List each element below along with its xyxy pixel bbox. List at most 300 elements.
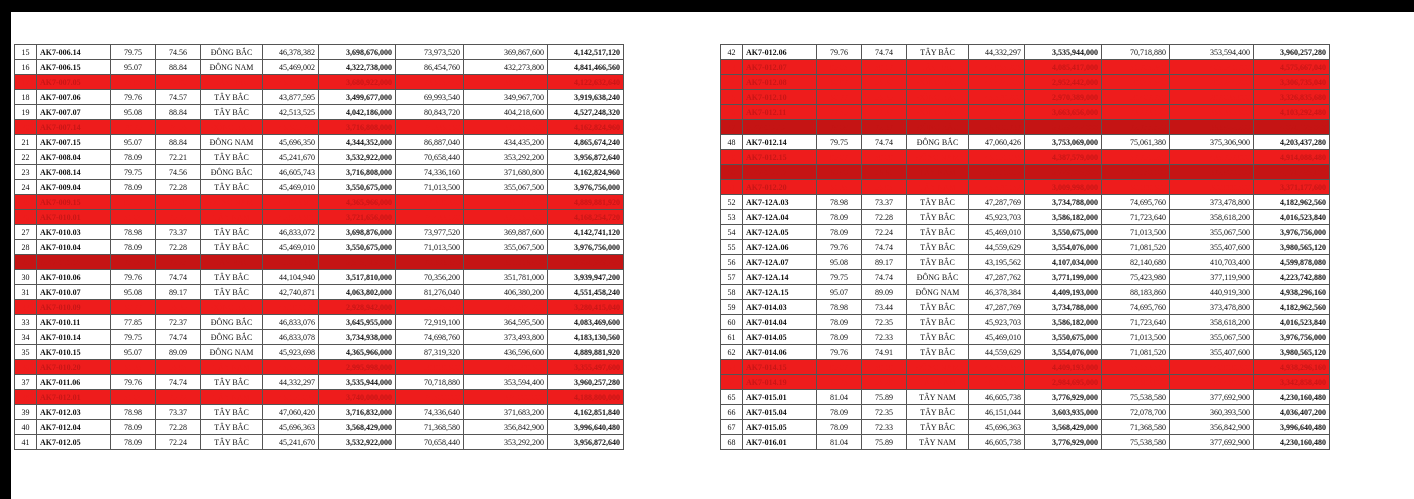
table-row [721,135,1330,150]
table-row [15,285,624,300]
total-price-cell: 3,280,415,040 [548,300,624,315]
area-net-cell: 89.09 [862,150,907,165]
table-row [15,165,624,180]
unit-code-cell: AK7-012.03 [37,405,111,420]
maintenance-fee-cell: 59,407,780 [1102,90,1170,105]
total-price-cell: 4,914,088,480 [1254,150,1330,165]
unit-price-cell: 44,332,297 [969,45,1025,60]
area-gross-cell: 78.09 [111,150,156,165]
maintenance-fee-cell: 80,843,720 [396,105,464,120]
area-gross-cell: 78.98 [817,195,862,210]
direction-cell: TÂY NAM [201,210,263,225]
row-number-cell: 65 [721,390,743,405]
vat-amount-cell: 404,218,600 [464,105,548,120]
total-price-cell: 4,162,851,840 [548,405,624,420]
unit-code-cell: AK7-014.19 [743,375,817,390]
area-net-cell: 89.09 [156,195,201,210]
base-price-cell: 4,387,579,000 [1025,150,1102,165]
base-price-cell: 4,409,193,000 [1025,360,1102,375]
area-net-cell: 75.89 [862,435,907,450]
vat-amount-cell: 432,273,800 [464,60,548,75]
unit-price-cell: 46,605,737 [969,120,1025,135]
maintenance-fee-cell: 74,800,000 [396,390,464,405]
total-price-cell: 4,527,248,320 [548,105,624,120]
base-price-cell: 4,409,193,000 [1025,285,1102,300]
row-number-cell: 58 [721,285,743,300]
total-price-cell: 3,976,756,000 [548,180,624,195]
area-gross-cell: 77.85 [817,105,862,120]
base-price-cell: 3,639,442,000 [1025,120,1102,135]
area-net-cell: 72.37 [862,120,907,135]
maintenance-fee-cell: 71,723,640 [1102,315,1170,330]
row-number-cell: 47 [721,120,743,135]
vat-amount-cell: 355,067,500 [1170,330,1254,345]
unit-code-cell: AK7-12A.06 [743,240,817,255]
unit-price-cell: 46,151,036 [969,150,1025,165]
area-gross-cell: 95.07 [817,360,862,375]
table-row [721,420,1330,435]
row-number-cell: 39 [15,405,37,420]
direction-cell: TÂY BẮC [201,435,263,450]
area-gross-cell: 79.76 [817,45,862,60]
row-number-cell: 49 [721,150,743,165]
area-net-cell: 72.28 [156,180,201,195]
area-gross-cell: 79.76 [111,270,156,285]
total-price-cell: 4,230,160,480 [1254,390,1330,405]
direction-cell: TÂY BẮC [907,195,969,210]
area-gross-cell: 95.07 [111,195,156,210]
base-price-cell: 2,970,389,000 [1025,90,1102,105]
maintenance-fee-cell: 70,303,380 [396,255,464,270]
vat-amount-cell: 297,038,900 [1170,90,1254,105]
base-price-cell: 4,085,417,000 [1025,60,1102,75]
unit-price-cell: 46,605,743 [263,165,319,180]
area-net-cell: 72.37 [862,105,907,120]
direction-cell: TÂY BẮC [201,105,263,120]
maintenance-fee-cell: 73,973,520 [396,45,464,60]
table-row [721,90,1330,105]
direction-cell: TÂY BẮC [907,210,969,225]
area-gross-cell: 79.76 [111,90,156,105]
direction-cell: TÂY BẮC [907,225,969,240]
base-price-cell: 3,698,876,000 [319,225,396,240]
table-row [15,105,624,120]
base-price-cell: 3,535,944,000 [1025,45,1102,60]
area-gross-cell: 60.77 [111,300,156,315]
direction-cell: TÂY NAM [201,360,263,375]
total-price-cell: 3,980,565,120 [1254,240,1330,255]
unit-code-cell: AK7-12A.14 [743,270,817,285]
area-net-cell: 74.74 [156,375,201,390]
total-price-cell: 4,599,878,080 [1254,255,1330,270]
area-net-cell: 75.72 [156,210,201,225]
vat-amount-cell: 374,000,000 [464,390,548,405]
total-price-cell: 4,841,466,560 [548,60,624,75]
table-row [15,45,624,60]
maintenance-fee-cell: 70,718,880 [1102,45,1170,60]
table-row [15,255,624,270]
unit-code-cell: AK7-015.01 [743,390,817,405]
area-net-cell: 74.91 [862,345,907,360]
row-number-cell: 25 [15,195,37,210]
direction-cell: TÂY BẮC [201,375,263,390]
area-gross-cell: 78.09 [817,330,862,345]
area-gross-cell: 79.76 [817,345,862,360]
vat-amount-cell: 438,757,900 [1170,150,1254,165]
unit-price-cell: 46,833,072 [263,225,319,240]
area-net-cell: 72.28 [156,420,201,435]
row-number-cell: 57 [721,270,743,285]
total-price-cell: 3,976,756,000 [1254,330,1330,345]
maintenance-fee-cell: 87,319,320 [396,345,464,360]
vat-amount-cell: 436,596,600 [464,195,548,210]
base-price-cell: 3,550,675,000 [319,240,396,255]
direction-cell: TÂY BẮC [201,285,263,300]
row-number-cell: 31 [15,285,37,300]
total-price-cell: 4,575,667,040 [1254,60,1330,75]
maintenance-fee-cell: 71,081,520 [1102,345,1170,360]
unit-code-cell: AK7-007.15 [37,135,111,150]
table-row [721,390,1330,405]
vat-amount-cell: 355,067,500 [1170,225,1254,240]
unit-code-cell: AK7-008.14 [37,165,111,180]
direction-cell: TÂY BẮC [907,420,969,435]
unit-code-cell: AK7-007.06 [37,90,111,105]
vat-amount-cell: 369,867,600 [464,45,548,60]
vat-amount-cell: 377,692,900 [1170,435,1254,450]
area-gross-cell: 95.08 [111,105,156,120]
area-net-cell: 75.89 [862,390,907,405]
unit-price-cell: 44,559,629 [969,240,1025,255]
table-row [15,300,624,315]
total-price-cell: 4,162,824,960 [548,120,624,135]
maintenance-fee-cell: 75,538,580 [1102,435,1170,450]
direction-cell: TÂY BẮC [907,60,969,75]
total-price-cell: 4,083,469,600 [548,315,624,330]
maintenance-fee-cell: 73,977,520 [396,225,464,240]
row-number-cell: 30 [15,270,37,285]
direction-cell: TÂY BẮC [201,150,263,165]
unit-code-cell: AK7-011.06 [37,375,111,390]
row-number-cell: 37 [15,375,37,390]
table-row [721,255,1330,270]
vat-amount-cell: 373,478,800 [1170,300,1254,315]
direction-cell: ĐÔNG NAM [907,285,969,300]
unit-price-cell: 47,060,420 [263,405,319,420]
area-net-cell: 72.90 [156,75,201,90]
table-row [721,75,1330,90]
table-row [721,285,1330,300]
total-price-cell: 3,919,638,240 [548,90,624,105]
vat-amount-cell: 353,292,200 [464,435,548,450]
vat-amount-cell: 364,595,500 [464,315,548,330]
area-gross-cell: 79.09 [817,120,862,135]
table-row [15,90,624,105]
maintenance-fee-cell: 75,423,980 [1102,270,1170,285]
table-row [721,120,1330,135]
row-number-cell: 26 [15,210,37,225]
total-price-cell: 4,036,407,200 [1254,405,1330,420]
base-price-cell: 3,554,076,000 [1025,240,1102,255]
table-row [721,180,1330,195]
base-price-cell: 3,515,169,000 [319,255,396,270]
direction-cell: ĐÔNG NAM [201,60,263,75]
unit-price-cell: 45,696,350 [263,135,319,150]
unit-price-cell: 46,151,037 [263,390,319,405]
unit-code-cell: AK7-012.05 [37,435,111,450]
total-price-cell: 3,936,989,280 [548,255,624,270]
total-price-cell: 4,162,824,960 [548,165,624,180]
table-row [15,330,624,345]
base-price-cell: 3,776,929,000 [1025,435,1102,450]
area-net-cell: 74.56 [156,120,201,135]
unit-price-cell: 48,197,170 [263,300,319,315]
direction-cell: TÂY NAM [907,180,969,195]
table-row [15,135,624,150]
maintenance-fee-cell: 70,658,440 [396,150,464,165]
total-price-cell: 3,306,735,040 [1254,75,1330,90]
row-number-cell: 67 [721,420,743,435]
total-price-cell: 3,996,640,480 [1254,420,1330,435]
maintenance-fee-cell: 72,919,100 [396,315,464,330]
unit-code-cell: AK7-009.04 [37,180,111,195]
maintenance-fee-cell: 81,276,040 [396,285,464,300]
area-net-cell: 72.35 [862,315,907,330]
table-row [721,330,1330,345]
maintenance-fee-cell: 74,698,760 [396,330,464,345]
area-gross-cell: 78.09 [817,405,862,420]
unit-code-cell: AK7-006.15 [37,60,111,75]
total-price-cell: 3,996,640,480 [548,420,624,435]
maintenance-fee-cell: 75,538,580 [1102,390,1170,405]
area-net-cell: 74.57 [156,90,201,105]
unit-price-cell: 45,923,691 [263,210,319,225]
total-price-cell: 4,176,485,600 [1254,165,1330,180]
total-price-cell: 4,142,741,120 [548,225,624,240]
area-net-cell: 74.74 [862,240,907,255]
table-row [15,270,624,285]
base-price-cell: 3,721,656,000 [319,210,396,225]
unit-code-cell: AK7-010.07 [37,285,111,300]
unit-price-cell: 45,923,698 [263,195,319,210]
maintenance-fee-cell: 74,433,120 [396,210,464,225]
direction-cell: ĐÔNG BẮC [201,120,263,135]
unit-price-cell: 47,287,762 [969,270,1025,285]
base-price-cell: 3,663,656,000 [1025,105,1102,120]
base-price-cell: 3,776,929,000 [1025,390,1102,405]
area-net-cell: 74.74 [156,270,201,285]
vat-amount-cell: 366,365,600 [1170,105,1254,120]
direction-cell: TÂY BẮC [201,270,263,285]
vat-amount-cell: 372,165,600 [464,210,548,225]
area-net-cell: 89.09 [156,345,201,360]
maintenance-fee-cell: 71,013,500 [396,180,464,195]
table-row [15,210,624,225]
base-price-cell: 3,734,938,000 [319,330,396,345]
unit-code-cell: AK7-012.08 [743,75,817,90]
row-number-cell: 21 [15,135,37,150]
area-gross-cell: 79.75 [111,330,156,345]
row-number-cell: 34 [15,330,37,345]
table-row [721,195,1330,210]
row-number-cell: 32 [15,300,37,315]
maintenance-fee-cell: 86,887,040 [396,135,464,150]
direction-cell: TÂY BẮC [201,180,263,195]
direction-cell: TÂY BẮC [907,255,969,270]
row-number-cell: 17 [15,75,37,90]
unit-code-cell: AK7-006.14 [37,45,111,60]
total-price-cell: 4,103,292,480 [1254,105,1330,120]
base-price-cell: 4,042,186,000 [319,105,396,120]
area-gross-cell: 78.09 [817,420,862,435]
table-row [15,120,624,135]
unit-price-cell: 47,060,426 [969,135,1025,150]
row-number-cell: 42 [721,45,743,60]
unit-code-cell: AK7-12A.15 [743,285,817,300]
unit-price-cell: 46,378,382 [263,45,319,60]
vat-amount-cell: 440,919,300 [1170,285,1254,300]
maintenance-fee-cell: 69,993,540 [396,90,464,105]
base-price-cell: 3,517,810,000 [319,270,396,285]
vat-amount-cell: 377,119,900 [1170,270,1254,285]
row-number-cell: 33 [15,315,37,330]
total-price-cell: 3,976,756,000 [1254,225,1330,240]
base-price-cell: 3,568,429,000 [319,420,396,435]
maintenance-fee-cell: 74,695,760 [1102,195,1170,210]
vat-amount-cell: 371,683,200 [464,405,548,420]
vat-amount-cell: 353,594,400 [464,375,548,390]
table-row [721,240,1330,255]
base-price-cell: 3,716,832,000 [319,405,396,420]
row-number-cell: 40 [15,420,37,435]
maintenance-fee-cell: 70,658,440 [396,435,464,450]
table-row [15,405,624,420]
unit-price-cell: 48,879,182 [969,180,1025,195]
unit-price-cell: 46,378,384 [969,360,1025,375]
row-number-cell: 36 [15,360,37,375]
area-net-cell: 88.84 [156,60,201,75]
maintenance-fee-cell: 72,078,700 [1102,405,1170,420]
base-price-cell: 3,554,076,000 [1025,345,1102,360]
unit-price-cell: 48,151,052 [969,165,1025,180]
base-price-cell: 3,716,808,000 [319,120,396,135]
row-number-cell: 61 [721,330,743,345]
area-net-cell: 74.56 [156,45,201,60]
maintenance-fee-cell: 88,183,860 [1102,360,1170,375]
vat-amount-cell: 358,618,200 [1170,315,1254,330]
direction-cell: TÂY NAM [907,165,969,180]
unit-code-cell: AK7-010.05 [37,255,111,270]
area-net-cell: 74.74 [862,45,907,60]
maintenance-fee-cell: 71,013,500 [396,240,464,255]
maintenance-fee-cell: 88,183,860 [1102,285,1170,300]
row-number-cell: 51 [721,180,743,195]
direction-cell: ĐÔNG NAM [201,345,263,360]
direction-cell: TÂY NAM [907,375,969,390]
area-net-cell: 56.35 [862,90,907,105]
base-price-cell: 3,734,788,000 [1025,300,1102,315]
unit-price-cell: 43,877,595 [263,90,319,105]
vat-amount-cell: 355,407,600 [1170,240,1254,255]
area-gross-cell: 95.07 [111,60,156,75]
area-gross-cell: 60.97 [817,75,862,90]
direction-cell: TÂY BẮC [201,90,263,105]
area-net-cell: 56.29 [862,375,907,390]
area-gross-cell: 78.98 [111,225,156,240]
row-number-cell: 38 [15,390,37,405]
direction-cell: TÂY BẮC [201,225,263,240]
unit-code-cell: AK7-010.03 [37,225,111,240]
direction-cell: ĐÔNG BẮC [907,120,969,135]
unit-price-cell: 45,469,010 [969,225,1025,240]
unit-price-cell: 45,241,670 [263,435,319,450]
unit-code-cell: AK7-010.01 [37,210,111,225]
area-net-cell: 72.21 [156,150,201,165]
vat-amount-cell: 410,703,400 [1170,255,1254,270]
maintenance-fee-cell: 71,368,580 [396,420,464,435]
area-net-cell: 89.09 [862,285,907,300]
area-gross-cell: 79.75 [111,45,156,60]
unit-price-cell: 45,469,010 [969,330,1025,345]
unit-price-cell: 45,696,363 [969,420,1025,435]
vat-amount-cell: 355,407,600 [1170,345,1254,360]
area-net-cell: 73.37 [156,225,201,240]
maintenance-fee-cell: 74,695,760 [1102,300,1170,315]
area-net-cell: 89.17 [862,255,907,270]
direction-cell: ĐÔNG NAM [907,360,969,375]
area-gross-cell: 61.38 [817,180,862,195]
base-price-cell: 3,586,182,000 [1025,210,1102,225]
unit-price-cell: 45,469,010 [263,180,319,195]
total-price-cell: 3,355,497,600 [548,360,624,375]
maintenance-fee-cell: 74,580,100 [1102,165,1170,180]
table-row [15,435,624,450]
vat-amount-cell: 371,680,800 [464,165,548,180]
unit-code-cell: AK7-007.07 [37,105,111,120]
row-number-cell: 59 [721,300,743,315]
table-row [721,60,1330,75]
direction-cell: TÂY BẮC [201,75,263,90]
base-price-cell: 3,586,182,000 [1025,315,1102,330]
row-number-cell: 20 [15,120,37,135]
area-net-cell: 89.19 [862,360,907,375]
total-price-cell: 4,183,130,560 [548,330,624,345]
total-price-cell: 4,122,632,640 [548,75,624,90]
table-row [721,105,1330,120]
area-gross-cell: 95.08 [111,285,156,300]
unit-code-cell: AK7-012.01 [37,390,111,405]
direction-cell: TÂY NAM [201,390,263,405]
total-price-cell: 3,342,858,400 [1254,375,1330,390]
base-price-cell: 3,532,922,000 [319,435,396,450]
area-gross-cell: 77.85 [111,315,156,330]
unit-price-cell: 42,513,525 [263,105,319,120]
base-price-cell: 3,603,935,000 [1025,405,1102,420]
unit-code-cell: AK7-012.17 [743,165,817,180]
area-net-cell: 72.33 [862,330,907,345]
direction-cell: TÂY BẮC [907,405,969,420]
unit-code-cell: AK7-012.06 [743,45,817,60]
unit-price-cell: 47,287,769 [969,300,1025,315]
area-gross-cell: 81.04 [817,390,862,405]
direction-cell: ĐÔNG BẮC [907,75,969,90]
total-price-cell: 4,230,160,480 [1254,435,1330,450]
maintenance-fee-cell: 74,336,160 [396,165,464,180]
area-gross-cell: 60.90 [817,165,862,180]
table-row [721,165,1330,180]
unit-price-cell: 45,469,002 [263,60,319,75]
direction-cell: ĐÔNG BẮC [907,135,969,150]
